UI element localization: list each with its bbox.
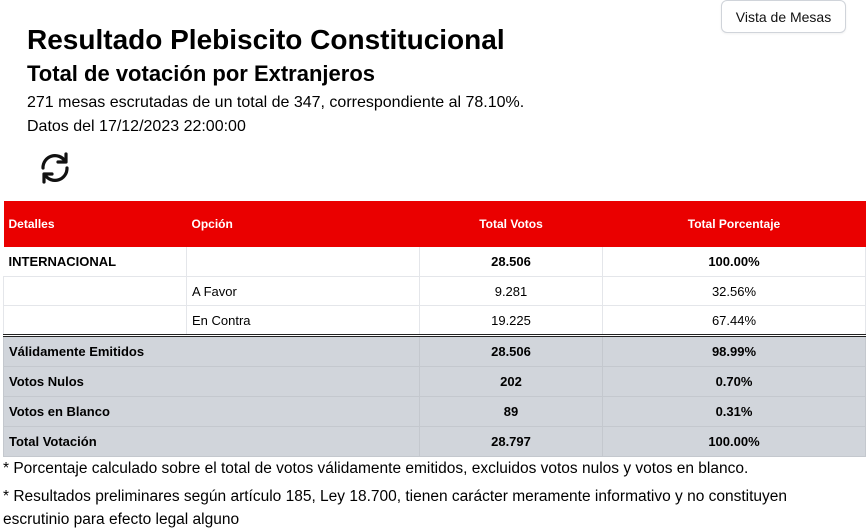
option-porcentaje: 67.44% [603, 306, 866, 336]
summary-porcentaje: 100.00% [603, 427, 866, 457]
page-title: Resultado Plebiscito Constitucional [27, 24, 505, 55]
summary-label: Votos en Blanco [4, 397, 420, 427]
fecha-info: Datos del 17/12/2023 22:00:00 [27, 118, 246, 135]
option-name: En Contra [187, 306, 420, 336]
option-votos: 9.281 [420, 277, 603, 306]
header-opcion: Opción [187, 201, 420, 247]
region-porcentaje: 100.00% [603, 247, 866, 277]
summary-votos: 28.506 [420, 336, 603, 367]
header-detalles: Detalles [4, 201, 187, 247]
summary-votos: 89 [420, 397, 603, 427]
region-name: INTERNACIONAL [4, 247, 187, 277]
table-row-votos-nulos [4, 367, 866, 397]
mesas-info: 271 mesas escrutadas de un total de 347, correspondiente al 78.10%. [27, 94, 525, 111]
region-opcion [187, 247, 420, 277]
summary-votos: 28.797 [420, 427, 603, 457]
summary-label: Válidamente Emitidos [4, 336, 420, 367]
table-row-votos-en-blanco [4, 397, 866, 427]
option-detail [4, 306, 187, 336]
table-row-total-votacion [4, 427, 866, 457]
header-total-porcentaje: Total Porcentaje [603, 201, 866, 247]
footnote-porcentaje: * Porcentaje calculado sobre el total de votos válidamente emitidos, excluidos votos nulos y votos en blanco. [3, 460, 749, 477]
header-total-votos: Total Votos [420, 201, 603, 247]
footnote-resultados: * Resultados preliminares según artículo 185, Ley 18.700, tienen carácter meramente informativo y no constituyen escrutinio para efecto legal alguno [3, 488, 788, 528]
table-row-region [4, 247, 866, 277]
summary-label: Votos Nulos [4, 367, 420, 397]
summary-label: Total Votación [4, 427, 420, 457]
vista-de-mesas-button[interactable]: Vista de Mesas [721, 0, 846, 33]
page-subtitle: Total de votación por Extranjeros [27, 61, 375, 86]
option-detail [4, 277, 187, 306]
region-votos: 28.506 [420, 247, 603, 277]
summary-porcentaje: 0.31% [603, 397, 866, 427]
summary-porcentaje: 0.70% [603, 367, 866, 397]
option-porcentaje: 32.56% [603, 277, 866, 306]
table-row-validamente-emitidos [4, 336, 866, 367]
table-header-row [4, 201, 866, 247]
summary-votos: 202 [420, 367, 603, 397]
results-table [3, 201, 866, 457]
option-votos: 19.225 [420, 306, 603, 336]
option-name: A Favor [187, 277, 420, 306]
table-row-en-contra [4, 306, 866, 336]
table-row-a-favor [4, 277, 866, 306]
summary-porcentaje: 98.99% [603, 336, 866, 367]
refresh-icon[interactable] [36, 151, 74, 185]
